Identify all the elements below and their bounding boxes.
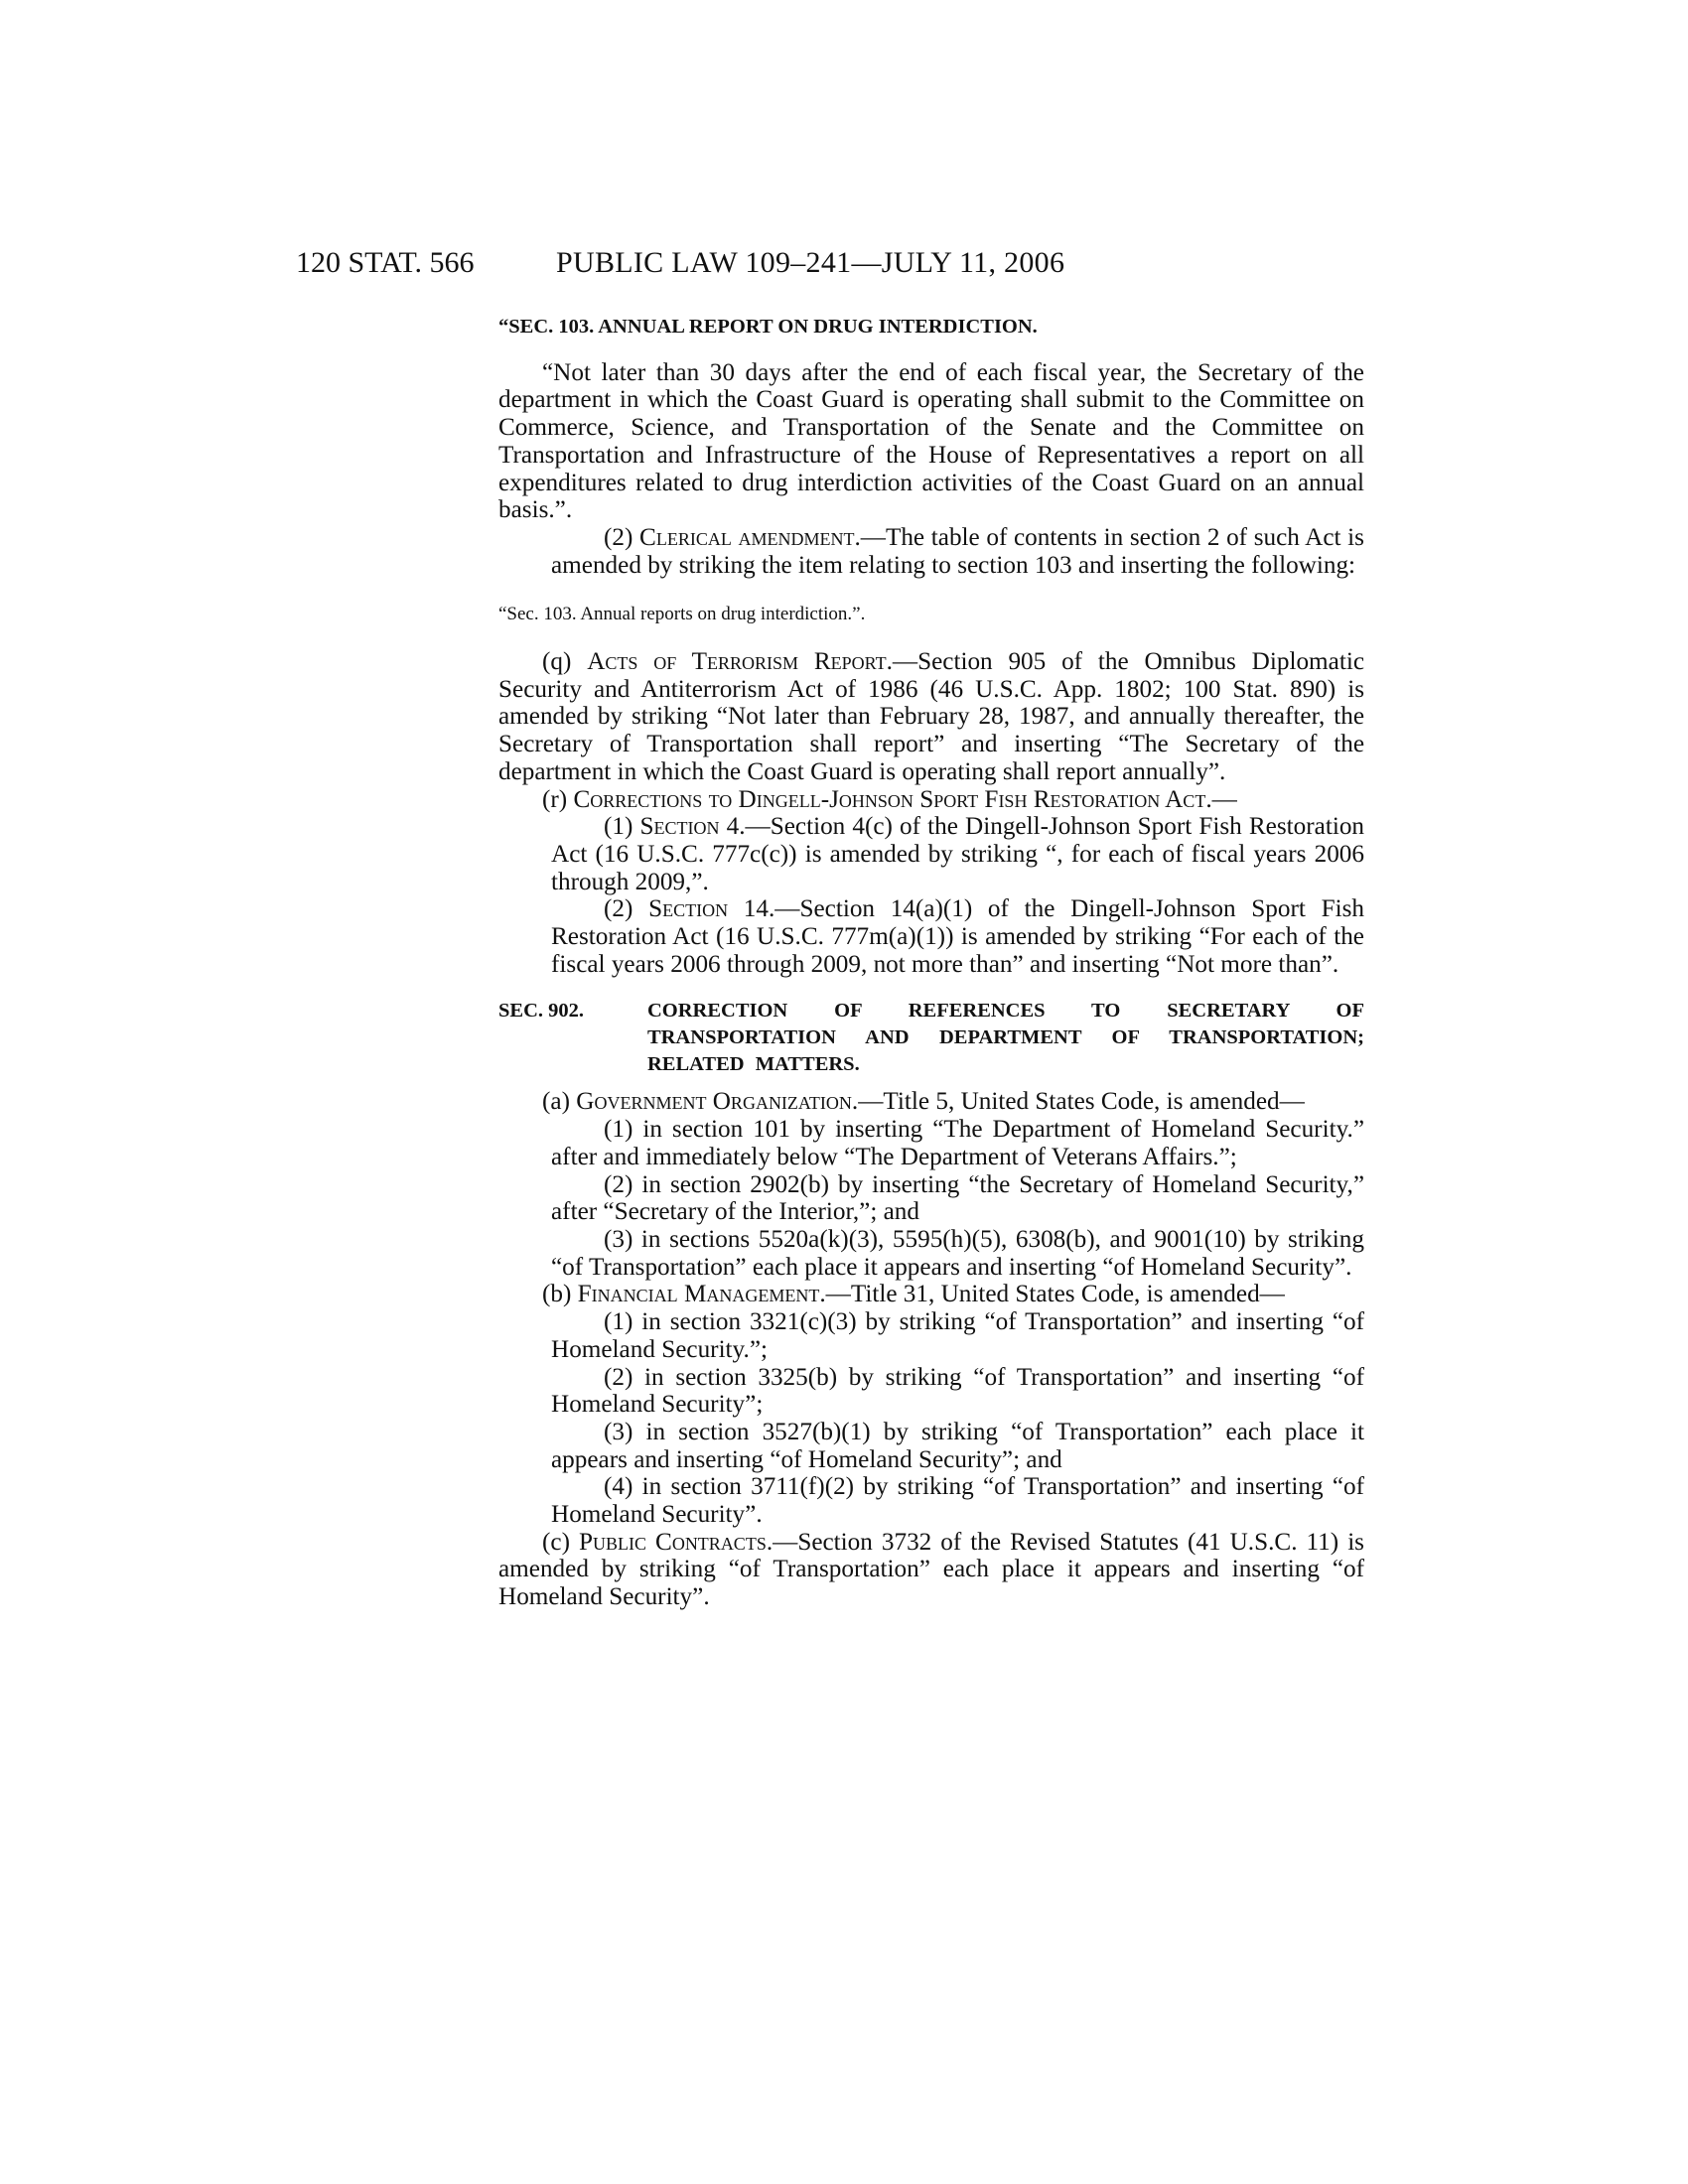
subsection-number: (a)	[542, 1088, 577, 1116]
subsection-b-paragraph-3: (3) in section 3527(b)(1) by striking “of Transportation” each place it appears and inserting “of Homeland Security”; and	[551, 1418, 1364, 1473]
table-of-contents-item: “Sec. 103. Annual reports on drug interdiction.”.	[498, 604, 866, 625]
clerical-amendment-paragraph	[498, 524, 1364, 579]
paragraph-text: .—Section 4(c) of the Dingell-Johnson Sport Fish Restoration Act (16 U.S.C. 777c(c)) is amended by striking “, for each of fiscal years 2006 through 2009,”.	[551, 813, 1365, 895]
subsection-text: .—Section 905 of the Omnibus Diplomatic Security and Antiterrorism Act of 1986 (46 U.S.C. App. 1802; 100 Stat. 890) is amended by striking “Not later than February 28, 1987, and annually thereafter, the Secretary of Transportation shall report” and inserting “The Secretary of the department in which the Coast Guard is operating shall report annually”.	[498, 648, 1365, 785]
subsection-c	[498, 1529, 1364, 1611]
paragraph-number: (1)	[604, 813, 640, 841]
subsection-caption: Financial Management	[577, 1281, 820, 1308]
subsection-number: (q)	[542, 648, 588, 676]
subsection-number: (c)	[542, 1528, 579, 1556]
subsection-text: .—	[1205, 785, 1237, 813]
section-902-title: CORRECTION OF REFERENCES TO SECRETARY OF TRANSPORTATION AND DEPARTMENT OF TRANSPORTATION; RELATED MATTERS.	[647, 1000, 1364, 1076]
paragraph-caption: Section 4	[639, 813, 740, 841]
subsection-text: .—Title 5, United States Code, is amended—	[851, 1088, 1305, 1116]
subsection-b-paragraph-1: (1) in section 3321(c)(3) by striking “of Transportation” and inserting “of Homeland Security.”;	[551, 1308, 1364, 1363]
page-header	[296, 246, 1368, 286]
stat-page-number: 120 STAT. 566	[296, 246, 475, 279]
subsection-r-paragraph-2	[498, 895, 1364, 978]
subsection-caption: Corrections to Dingell-Johnson Sport Fish Restoration Act	[573, 785, 1206, 813]
subsection-a-paragraph-3: (3) in sections 5520a(k)(3), 5595(h)(5), 6308(b), and 9001(10) by striking “of Transportation” each place it appears and inserting “of Homeland Security”.	[551, 1225, 1364, 1281]
public-law-title: PUBLIC LAW 109–241—JULY 11, 2006	[556, 246, 1065, 279]
subsection-b-paragraph-2: (2) in section 3325(b) by striking “of Transportation” and inserting “of Homeland Security”;	[551, 1363, 1364, 1419]
subsection-text: .—Title 31, United States Code, is amended—	[819, 1281, 1285, 1308]
document-body	[498, 314, 1364, 1611]
subsection-r-paragraph-1	[498, 813, 1364, 895]
subsection-a-paragraph-1: (1) in section 101 by inserting “The Department of Homeland Security.” after and immediately below “The Department of Veterans Affairs.”;	[551, 1116, 1364, 1170]
paragraph-text: .—Section 14(a)(1) of the Dingell-Johnson Sport Fish Restoration Act (16 U.S.C. 777m(a)(1)) is amended by striking “For each of the fiscal years 2006 through 2009, not more than” and inserting “Not more than”.	[551, 895, 1364, 978]
section-103-text: “Not later than 30 days after the end of each fiscal year, the Secretary of the department in which the Coast Guard is operating shall submit to the Committee on Commerce, Science, and Transportation of the Senate and the Committee on Transportation and Infrastructure of the House of Representatives a report on all expenditures related to drug interdiction activities of the Coast Guard on an annual basis.”.	[498, 358, 1364, 524]
paragraph-text: .—The table of contents in section 2 of such Act is amended by striking the item relating to section 103 and inserting the following:	[551, 523, 1364, 579]
subsection-number: (r)	[542, 785, 574, 813]
paragraph-number: (2)	[604, 895, 649, 923]
subsection-caption: Acts of Terrorism Report	[587, 648, 887, 676]
subsection-b-paragraph-4: (4) in section 3711(f)(2) by striking “of Transportation” and inserting “of Homeland Security”.	[551, 1473, 1364, 1529]
paragraph-number: (2)	[604, 523, 640, 551]
subsection-caption: Public Contracts	[578, 1528, 767, 1556]
subsection-b	[498, 1281, 1364, 1308]
subsection-a	[498, 1088, 1364, 1116]
subsection-caption: Government Organization	[576, 1088, 852, 1116]
subsection-a-paragraph-2: (2) in section 2902(b) by inserting “the Secretary of Homeland Security,” after “Secretary of the Interior,”; and	[551, 1170, 1364, 1226]
subsection-r	[498, 786, 1364, 814]
section-902-heading	[498, 998, 1364, 1078]
section-103-heading: “SEC. 103. ANNUAL REPORT ON DRUG INTERDICTION.	[498, 316, 1038, 338]
section-902-number: SEC. 902.	[498, 1000, 585, 1023]
paragraph-caption: Clerical amendment	[639, 523, 855, 551]
subsection-text: .—Section 3732 of the Revised Statutes (41 U.S.C. 11) is amended by striking “of Transportation” each place it appears and inserting “of Homeland Security”.	[498, 1528, 1364, 1611]
subsection-number: (b)	[542, 1281, 578, 1308]
paragraph-caption: Section 14	[648, 895, 769, 923]
subsection-q	[498, 648, 1364, 786]
